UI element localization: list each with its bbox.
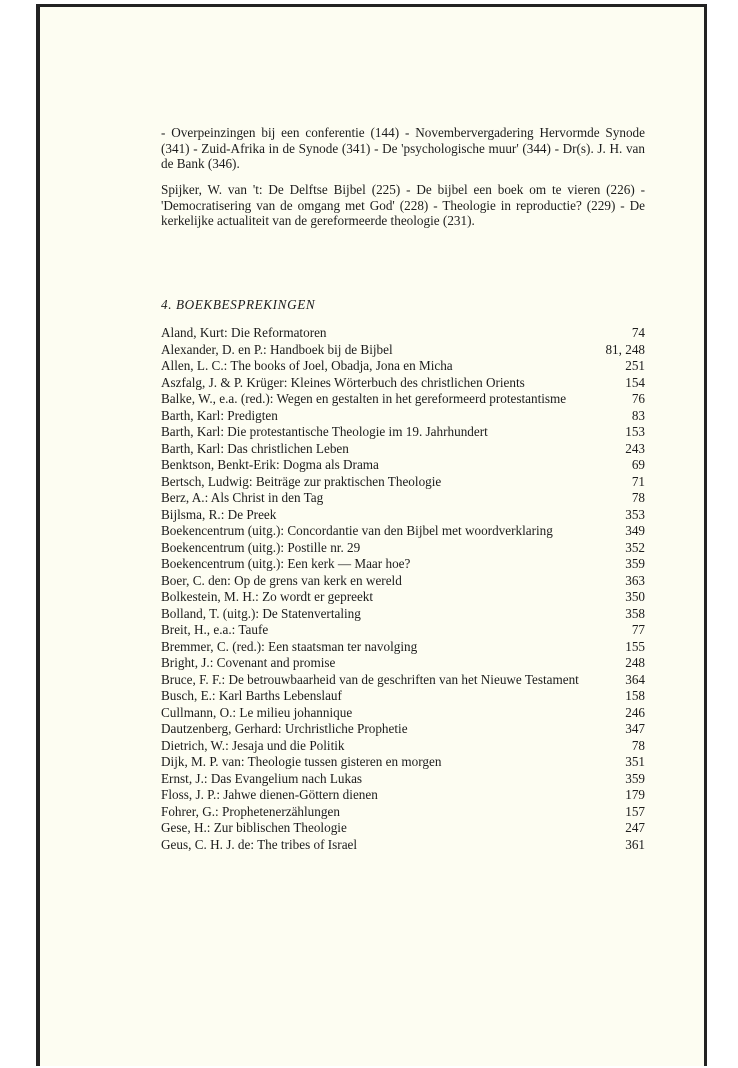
list-item xyxy=(161,325,645,342)
entry-title: Bertsch, Ludwig: Beiträge zur praktischen Theologie xyxy=(161,473,442,489)
entry-page-number: 359 xyxy=(625,770,645,786)
book-review-list xyxy=(161,325,645,853)
list-item xyxy=(161,622,645,639)
list-item xyxy=(161,441,645,458)
list-item xyxy=(161,408,645,425)
list-item xyxy=(161,457,645,474)
list-item xyxy=(161,820,645,837)
entry-title: Dijk, M. P. van: Theologie tussen gisteren en morgen xyxy=(161,754,442,769)
entry-title: Boekencentrum (uitg.): Concordantie van den Bijbel met woordverklaring xyxy=(161,523,553,538)
list-item xyxy=(161,358,645,375)
entry-title: Aszfalg, J. & P. Krüger: Kleines Wörterbuch des christlichen Orients xyxy=(161,374,525,390)
paragraph-overpeinzingen: - Overpeinzingen bij een conferentie (144) - Novembervergadering Hervormde Synode (341) - Zuid-Afrika in de Synode (341) - De 'psychologische muur' (344) - Dr(s). J. H. van de Bank (346). xyxy=(161,125,645,172)
entry-page-number: 76 xyxy=(631,391,645,406)
list-item xyxy=(161,738,645,755)
entry-title: Aland, Kurt: Die Reformatoren xyxy=(161,325,327,340)
entry-title: Boekencentrum (uitg.): Postille nr. 29 xyxy=(161,539,361,555)
entry-title: Ernst, J.: Das Evangelium nach Lukas xyxy=(161,770,363,786)
list-item xyxy=(161,391,645,408)
list-item xyxy=(161,606,645,623)
list-item xyxy=(161,754,645,771)
list-item xyxy=(161,490,645,507)
entry-title: Barth, Karl: Die protestantische Theologie im 19. Jahrhundert xyxy=(161,424,488,439)
list-item xyxy=(161,540,645,557)
list-item xyxy=(161,655,645,672)
list-item xyxy=(161,474,645,491)
list-item xyxy=(161,804,645,821)
entry-title: Alexander, D. en P.: Handboek bij de Bijbel xyxy=(161,341,393,357)
list-item xyxy=(161,573,645,590)
entry-page-number: 353 xyxy=(625,506,645,522)
paragraph-spijker: Spijker, W. van 't: De Delftse Bijbel (225) - De bijbel een boek om te vieren (226) - 'Democratisering van de omgang met God' (228) - Theologie in reproductie? (229) - De kerkelijke actualiteit van de gereformeerde theologie (231). xyxy=(161,182,645,229)
entry-title: Bijlsma, R.: De Preek xyxy=(161,506,277,522)
entry-page-number: 71 xyxy=(631,473,645,489)
entry-page-number: 358 xyxy=(625,605,645,621)
entry-title: Boer, C. den: Op de grens van kerk en wereld xyxy=(161,572,402,588)
entry-page-number: 359 xyxy=(625,556,645,571)
entry-page-number: 361 xyxy=(625,836,645,852)
entry-page-number: 247 xyxy=(625,820,645,835)
entry-page-number: 351 xyxy=(625,754,645,769)
entry-title: Berz, A.: Als Christ in den Tag xyxy=(161,490,324,505)
entry-page-number: 350 xyxy=(625,589,645,604)
entry-title: Bolland, T. (uitg.): De Statenvertaling xyxy=(161,605,361,621)
entry-page-number: 153 xyxy=(625,424,645,439)
entry-title: Dietrich, W.: Jesaja und die Politik xyxy=(161,737,345,753)
list-item xyxy=(161,342,645,359)
entry-title: Benktson, Benkt-Erik: Dogma als Drama xyxy=(161,457,379,472)
entry-title: Barth, Karl: Das christlichen Leben xyxy=(161,440,349,456)
entry-title: Bruce, F. F.: De betrouwbaarheid van de geschriften van het Nieuwe Testament xyxy=(161,671,579,687)
list-item xyxy=(161,771,645,788)
entry-page-number: 78 xyxy=(631,490,645,505)
document-page xyxy=(36,4,707,1066)
entry-page-number: 251 xyxy=(625,358,645,373)
entry-page-number: 81, 248 xyxy=(605,341,645,357)
list-item xyxy=(161,556,645,573)
entry-page-number: 158 xyxy=(625,688,645,703)
list-item xyxy=(161,375,645,392)
entry-page-number: 83 xyxy=(631,407,645,423)
entry-page-number: 74 xyxy=(631,325,645,340)
entry-title: Bremmer, C. (red.): Een staatsman ter navolging xyxy=(161,638,418,654)
entry-page-number: 349 xyxy=(625,523,645,538)
list-item xyxy=(161,787,645,804)
list-item xyxy=(161,688,645,705)
list-item xyxy=(161,589,645,606)
list-item xyxy=(161,424,645,441)
entry-page-number: 179 xyxy=(625,787,645,802)
entry-title: Bolkestein, M. H.: Zo wordt er gepreekt xyxy=(161,589,374,604)
entry-page-number: 157 xyxy=(625,803,645,819)
entry-page-number: 78 xyxy=(631,737,645,753)
list-item xyxy=(161,523,645,540)
list-item xyxy=(161,507,645,524)
entry-title: Gese, H.: Zur biblischen Theologie xyxy=(161,820,347,835)
entry-title: Allen, L. C.: The books of Joel, Obadja, Jona en Micha xyxy=(161,358,453,373)
entry-title: Dautzenberg, Gerhard: Urchristliche Prophetie xyxy=(161,721,408,736)
entry-page-number: 154 xyxy=(625,374,645,390)
entry-page-number: 248 xyxy=(625,655,645,670)
entry-title: Breit, H., e.a.: Taufe xyxy=(161,622,269,637)
list-item xyxy=(161,837,645,854)
entry-title: Fohrer, G.: Prophetenerzählungen xyxy=(161,803,340,819)
entry-page-number: 243 xyxy=(625,440,645,456)
entry-page-number: 352 xyxy=(625,539,645,555)
entry-page-number: 363 xyxy=(625,572,645,588)
entry-page-number: 155 xyxy=(625,638,645,654)
entry-title: Bright, J.: Covenant and promise xyxy=(161,655,336,670)
entry-page-number: 69 xyxy=(631,457,645,472)
entry-title: Busch, E.: Karl Barths Lebenslauf xyxy=(161,688,342,703)
list-item xyxy=(161,705,645,722)
entry-title: Barth, Karl: Predigten xyxy=(161,407,278,423)
entry-page-number: 347 xyxy=(625,721,645,736)
entry-title: Floss, J. P.: Jahwe dienen-Göttern dienen xyxy=(161,787,378,802)
entry-title: Geus, C. H. J. de: The tribes of Israel xyxy=(161,836,358,852)
entry-page-number: 246 xyxy=(625,704,645,720)
entry-page-number: 364 xyxy=(625,671,645,687)
list-item xyxy=(161,639,645,656)
entry-page-number: 77 xyxy=(631,622,645,637)
section-heading: 4. BOEKBESPREKINGEN xyxy=(161,297,316,312)
list-item xyxy=(161,672,645,689)
entry-title: Balke, W., e.a. (red.): Wegen en gestalten in het gereformeerd protestantisme xyxy=(161,391,567,406)
entry-title: Cullmann, O.: Le milieu johannique xyxy=(161,704,353,720)
list-item xyxy=(161,721,645,738)
entry-title: Boekencentrum (uitg.): Een kerk — Maar hoe? xyxy=(161,556,411,571)
